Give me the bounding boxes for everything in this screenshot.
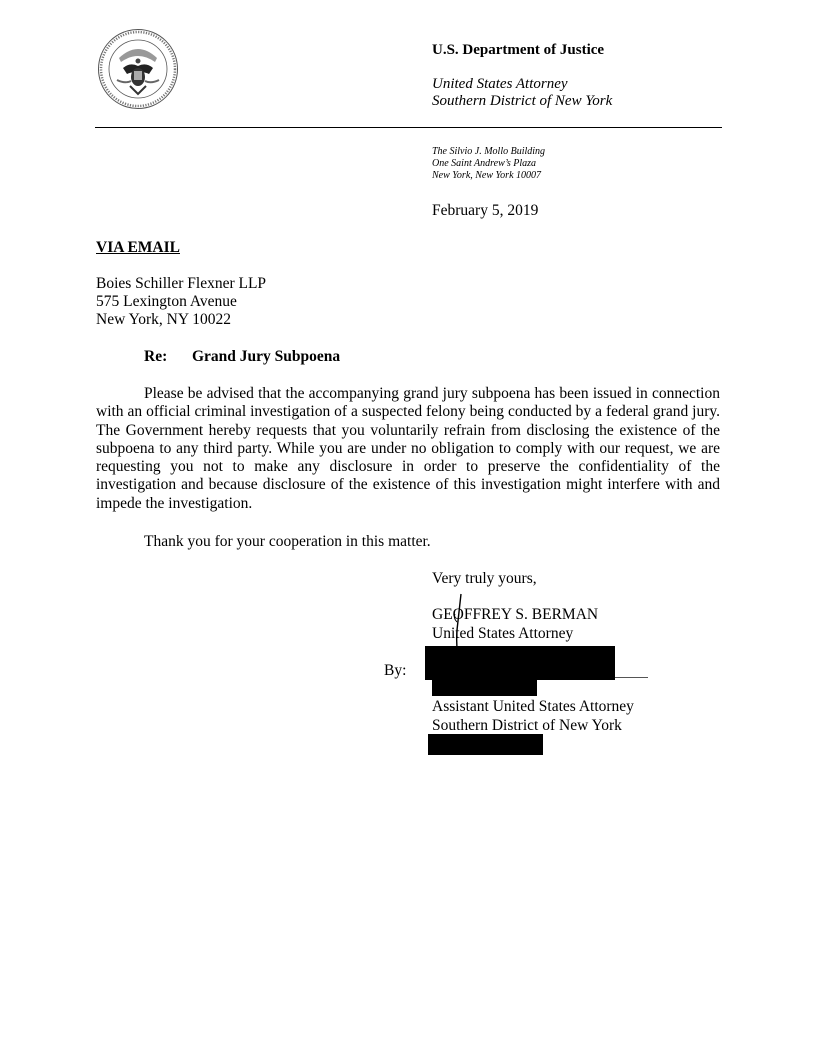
office-line-1: United States Attorney <box>432 76 568 92</box>
re-label: Re: <box>144 348 168 365</box>
doj-seal-icon <box>97 28 179 110</box>
recipient-line-2: 575 Lexington Avenue <box>96 293 237 310</box>
body-paragraph-2: Thank you for your cooperation in this matter. <box>144 533 431 550</box>
address-line-2: One Saint Andrew’s Plaza <box>432 158 536 169</box>
address-line-1: The Silvio J. Mollo Building <box>432 146 546 157</box>
attorney-title: United States Attorney <box>432 625 574 642</box>
recipient-line-3: New York, NY 10022 <box>96 311 232 328</box>
signature-line <box>615 677 648 678</box>
redaction-signer-name <box>432 680 537 696</box>
signer-title: Assistant United States Attorney <box>432 698 634 715</box>
letter-date: February 5, 2019 <box>432 202 539 219</box>
redaction-signature <box>425 646 615 680</box>
attorney-name: GEOFFREY S. BERMAN <box>432 606 599 623</box>
delivery-method: VIA EMAIL <box>96 239 180 256</box>
department-name: U.S. Department of Justice <box>432 42 605 58</box>
office-line-2: Southern District of New York <box>432 93 613 109</box>
signer-office: Southern District of New York <box>432 717 622 734</box>
header-rule <box>95 127 722 128</box>
body-paragraph-1: Please be advised that the accompanying grand jury subpoena has been issued in connection with an official criminal investigation of a suspected felony being conducted by a federal grand jury. The Government hereby requests that you voluntarily refrain from disclosing the existence of the subpoena to any third party. While you are under no obligation to comply with our request, we are requesting you not to make any disclosure in order to preserve the confidentiality of the investigation and because disclosure of the existence of this investigation might interfere with and impede the investigation. <box>96 385 720 512</box>
recipient-line-1: Boies Schiller Flexner LLP <box>96 275 267 292</box>
address-line-3: New York, New York 10007 <box>432 170 542 181</box>
redaction-signer-contact <box>428 734 543 755</box>
by-label: By: <box>384 662 407 679</box>
closing-salutation: Very truly yours, <box>432 570 537 587</box>
re-subject: Grand Jury Subpoena <box>192 348 341 365</box>
